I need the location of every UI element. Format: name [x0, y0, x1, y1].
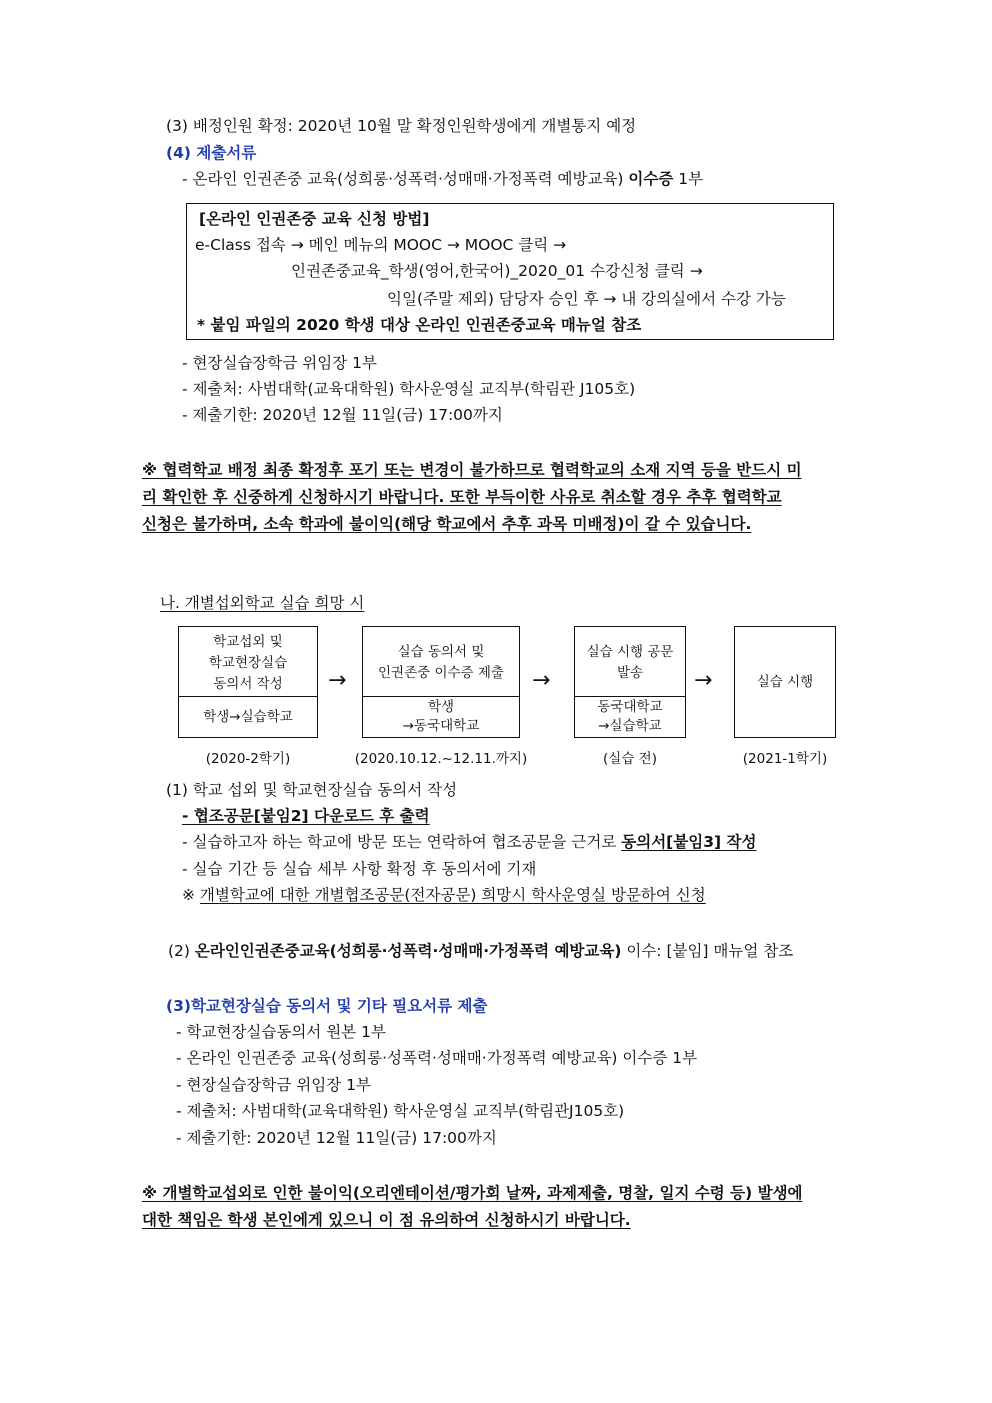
section-b-title: 나. 개별섭외학교 실습 희망 시 [160, 594, 365, 612]
info-box-line2: 인권존중교육_학생(영어,한국어)_2020_01 수강신청 클릭 → [291, 262, 703, 280]
b-item-3-place: - 제출처: 사범대학(교육대학원) 학사운영실 교직부(학림관J105호) [176, 1102, 625, 1120]
b-item-1-details: - 실습 기간 등 실습 세부 사항 확정 후 동의서에 기재 [182, 860, 537, 878]
flow-step-2-line1: 실습 동의서 및 [397, 644, 485, 660]
info-box-title: [온라인 인권존중 교육 신청 방법] [199, 210, 430, 228]
doc-scholarship-proxy: - 현장실습장학금 위임장 1부 [182, 354, 377, 372]
b-item-3-proxy: - 현장실습장학금 위임장 1부 [176, 1076, 371, 1094]
b-item-3-deadline: - 제출기한: 2020년 12월 11일(금) 17:00까지 [176, 1129, 497, 1147]
doc-certificate-suffix: 1부 [673, 170, 704, 188]
b-item-1-download: - 협조공문[붙임2] 다운로드 후 출력 [182, 807, 430, 825]
b-item-1-agreement [182, 831, 756, 853]
flow-step-2-actor-line1: 학생 [427, 699, 455, 715]
b-item-1-agreement-prefix: - 실습하고자 하는 학교에 방문 또는 연락하여 협조공문을 근거로 [182, 833, 622, 851]
notice-cooperation-school [142, 457, 854, 538]
b-item-2 [168, 940, 793, 962]
b-item-1-request-prefix: ※ [182, 886, 200, 904]
info-box-line3: 익일(주말 제외) 담당자 승인 후 → 내 강의실에서 수강 가능 [387, 290, 786, 308]
flow-step-3 [574, 626, 686, 738]
notice-a-line2: 리 확인한 후 신중하게 신청하시기 바랍니다. 또한 부득이한 사유로 취소할 경우 추후 협력학교 [142, 488, 782, 506]
notice-b-line2: 대한 책임은 학생 본인에게 있으니 이 점 유의하여 신청하시기 바랍니다. [142, 1211, 631, 1229]
b-item-2-suffix: 이수: [붙임] 매뉴얼 참조 [621, 942, 794, 960]
flow-step-3-line1: 실습 시행 공문 [586, 644, 674, 660]
notice-a-line3: 신청은 불가하며, 소속 학과에 불이익(해당 학교에서 추후 과목 미배정)이 갈 수 있습니다. [142, 515, 752, 533]
flow-step-1-caption: (2020-2학기) [205, 751, 291, 767]
flow-step-4-caption: (2021-1학기) [742, 751, 828, 767]
notice-b-line1: ※ 개별학교섭외로 인한 불이익(오리엔테이션/평가회 날짜, 과제제출, 명찰, 일지 수령 등) 발생에 [142, 1184, 803, 1202]
b-item-1-request [182, 884, 706, 906]
flow-arrow-1: → [328, 668, 347, 693]
b-item-3-certificate: - 온라인 인권존중 교육(성희롱·성폭력·성매매·가정폭력 예방교육) 이수증 1부 [176, 1049, 698, 1067]
flow-step-1-line3: 동의서 작성 [213, 675, 283, 692]
info-box-note: * 붙임 파일의 2020 학생 대상 온라인 인권존중교육 매뉴얼 참조 [197, 316, 642, 334]
flow-step-3-actor-line2: →실습학교 [598, 718, 662, 734]
flow-step-1-line1: 학교섭외 및 [213, 633, 283, 650]
flow-step-3-line2: 발송 [616, 665, 644, 681]
flow-step-3-caption: (실습 전) [603, 751, 657, 767]
flow-step-2 [362, 626, 520, 738]
doc-certificate-bold: 이수증 [628, 170, 674, 188]
b-item-1-request-text: 개별학교에 대한 개별협조공문(전자공문) 희망시 학사운영실 방문하여 신청 [199, 886, 706, 904]
flow-step-4 [734, 626, 836, 738]
item-4-title: (4) 제출서류 [166, 144, 257, 162]
flow-step-2-actor-line2: →동국대학교 [402, 718, 480, 734]
doc-certificate [182, 168, 703, 190]
flow-step-2-line2: 인권존중 이수증 제출 [378, 665, 504, 681]
flow-step-3-actor-line1: 동국대학교 [597, 699, 663, 715]
submission-place: - 제출처: 사범대학(교육대학원) 학사운영실 교직부(학림관 J105호) [182, 380, 636, 398]
doc-certificate-prefix: - 온라인 인권존중 교육(성희롱·성폭력·성매매·가정폭력 예방교육) [182, 170, 629, 188]
flow-arrow-2: → [532, 668, 551, 693]
notice-individual-school [142, 1180, 854, 1234]
online-education-info-box [186, 203, 834, 340]
b-item-1-title: (1) 학교 섭외 및 학교현장실습 동의서 작성 [166, 781, 458, 799]
flow-arrow-3: → [694, 668, 713, 693]
b-item-2-bold: 온라인인권존중교육(성희롱·성폭력·성매매·가정폭력 예방교육) [194, 942, 622, 960]
b-item-1-agreement-link: 동의서[붙임3] 작성 [621, 833, 757, 851]
item-3-allocation: (3) 배정인원 확정: 2020년 10월 말 확정인원학생에게 개별통지 예정 [166, 117, 637, 135]
notice-a-line1: ※ 협력학교 배정 최종 확정후 포기 또는 변경이 불가하므로 협력학교의 소재 지역 등을 반드시 미 [142, 461, 802, 479]
b-item-2-prefix: (2) [168, 942, 195, 960]
flow-step-1-actor: 학생→실습학교 [203, 708, 293, 725]
b-item-3-title: (3)학교현장실습 동의서 및 기타 필요서류 제출 [166, 997, 488, 1015]
info-box-line1: e-Class 접속 → 메인 메뉴의 MOOC → MOOC 클릭 → [195, 236, 567, 254]
b-item-3-original: - 학교현장실습동의서 원본 1부 [176, 1023, 386, 1041]
flow-step-1 [178, 626, 318, 738]
submission-deadline: - 제출기한: 2020년 12월 11일(금) 17:00까지 [182, 406, 503, 424]
flow-step-1-line2: 학교현장실습 [208, 654, 288, 671]
flow-step-4-label: 실습 시행 [756, 673, 814, 690]
flow-step-2-caption: (2020.10.12.~12.11.까지) [354, 751, 528, 767]
